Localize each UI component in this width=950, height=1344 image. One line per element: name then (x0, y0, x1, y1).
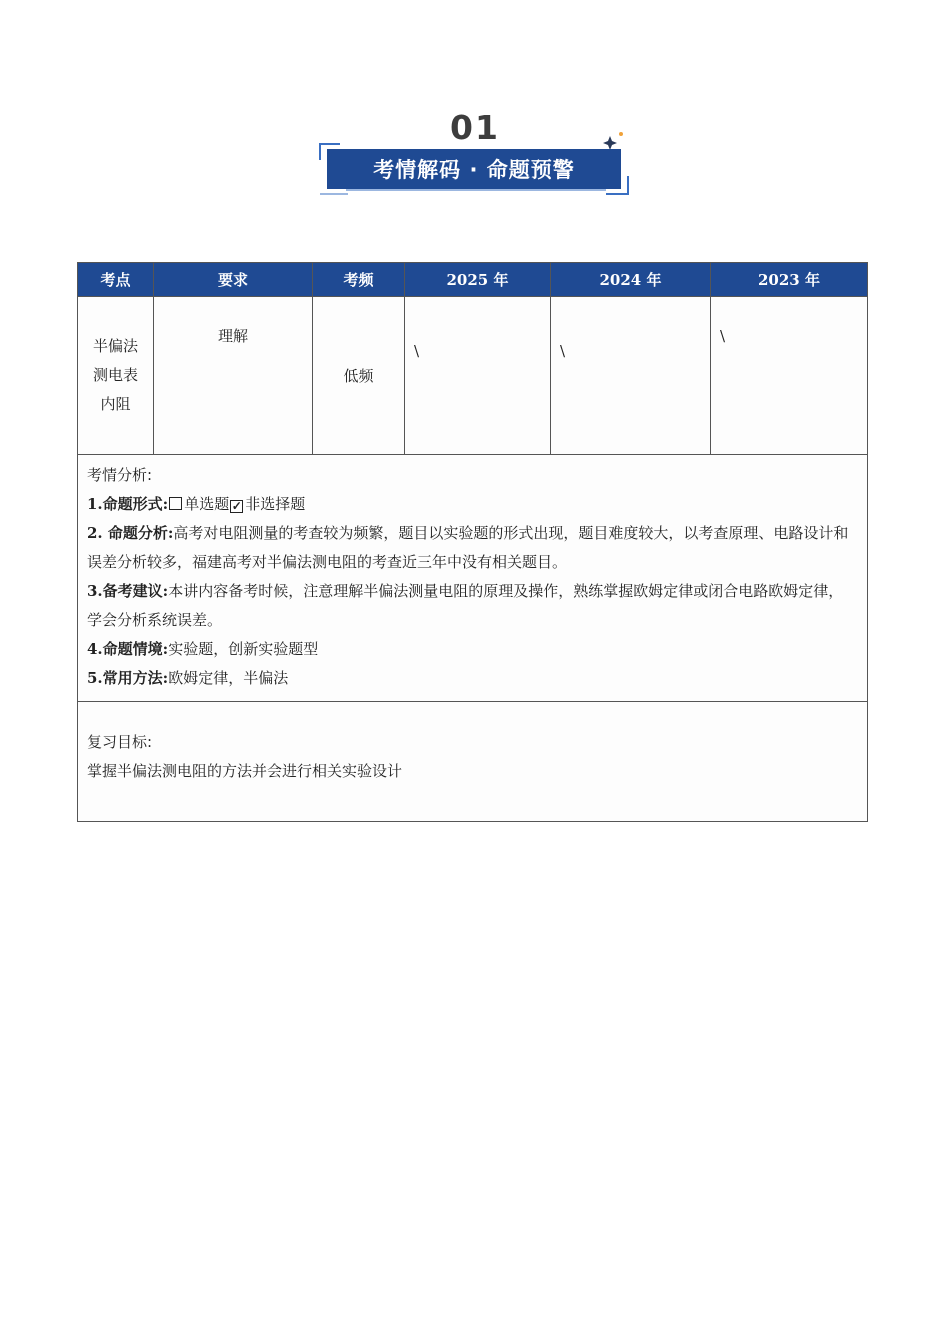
item4-text: 实验题，创新实验题型 (168, 640, 319, 658)
item2-text: 高考对电阻测量的考查较为频繁，题目以实验题的形式出现，题目难度较大，以考查原理、电路设计和误差分析较多，福建高考对半偏法测电阻的考查近三年中没有相关题目。 (87, 524, 849, 571)
review-goal-section (78, 702, 868, 822)
goal-row (78, 702, 868, 822)
analysis-heading: 考情分析: (87, 466, 153, 484)
analysis-row (78, 455, 868, 702)
cell-requirement: 理解 (154, 297, 313, 455)
exam-point-text: 半偏法测电表内阻 (92, 337, 138, 413)
table-header-row (78, 263, 868, 297)
column-header-requirement: 要求 (154, 263, 313, 297)
analysis-item-suggestion (87, 577, 858, 635)
column-header-frequency: 考频 (313, 263, 405, 297)
cell-2024: \ (551, 297, 711, 455)
item3-label: 3.备考建议: (87, 582, 169, 600)
item2-label: 2. 命题分析: (87, 524, 174, 542)
item5-label: 5.常用方法: (87, 669, 169, 687)
item1-label: 1.命题形式: (87, 495, 169, 513)
column-header-point: 考点 (78, 263, 154, 297)
column-header-2024: 2024 年 (551, 263, 711, 297)
analysis-item-analysis (87, 519, 858, 577)
cell-2025: \ (405, 297, 551, 455)
item3-text: 本讲内容备考时候，注意理解半偏法测量电阻的原理及操作，熟练掌握欧姆定律或闭合电路欧姆定律，学会分析系统误差。 (87, 582, 844, 629)
checkbox-unchecked-icon (169, 497, 182, 510)
analysis-section (78, 455, 868, 702)
column-header-2025: 2025 年 (405, 263, 551, 297)
goal-text: 掌握半偏法测电阻的方法并会进行相关实验设计 (87, 762, 403, 780)
analysis-item-context (87, 635, 858, 664)
checkbox-checked-icon: ✓ (231, 499, 242, 513)
table-row (78, 297, 868, 455)
cell-exam-point (78, 297, 154, 455)
analysis-item-form (87, 490, 858, 519)
item5-text: 欧姆定律，半偏法 (168, 669, 289, 687)
section-number: 01 (450, 108, 500, 147)
column-header-2023: 2023 年 (711, 263, 868, 297)
banner-title: 考情解码 · 命题预警 (327, 149, 621, 189)
option-non-choice: 非选择题 (245, 495, 306, 513)
cell-frequency: 低频 (313, 297, 405, 455)
item4-label: 4.命题情境: (87, 640, 169, 658)
option-single-choice: 单选题 (184, 495, 230, 513)
analysis-item-method (87, 664, 858, 693)
goal-heading: 复习目标: (87, 733, 153, 751)
cell-2023: \ (711, 297, 868, 455)
exam-info-table (77, 262, 868, 822)
